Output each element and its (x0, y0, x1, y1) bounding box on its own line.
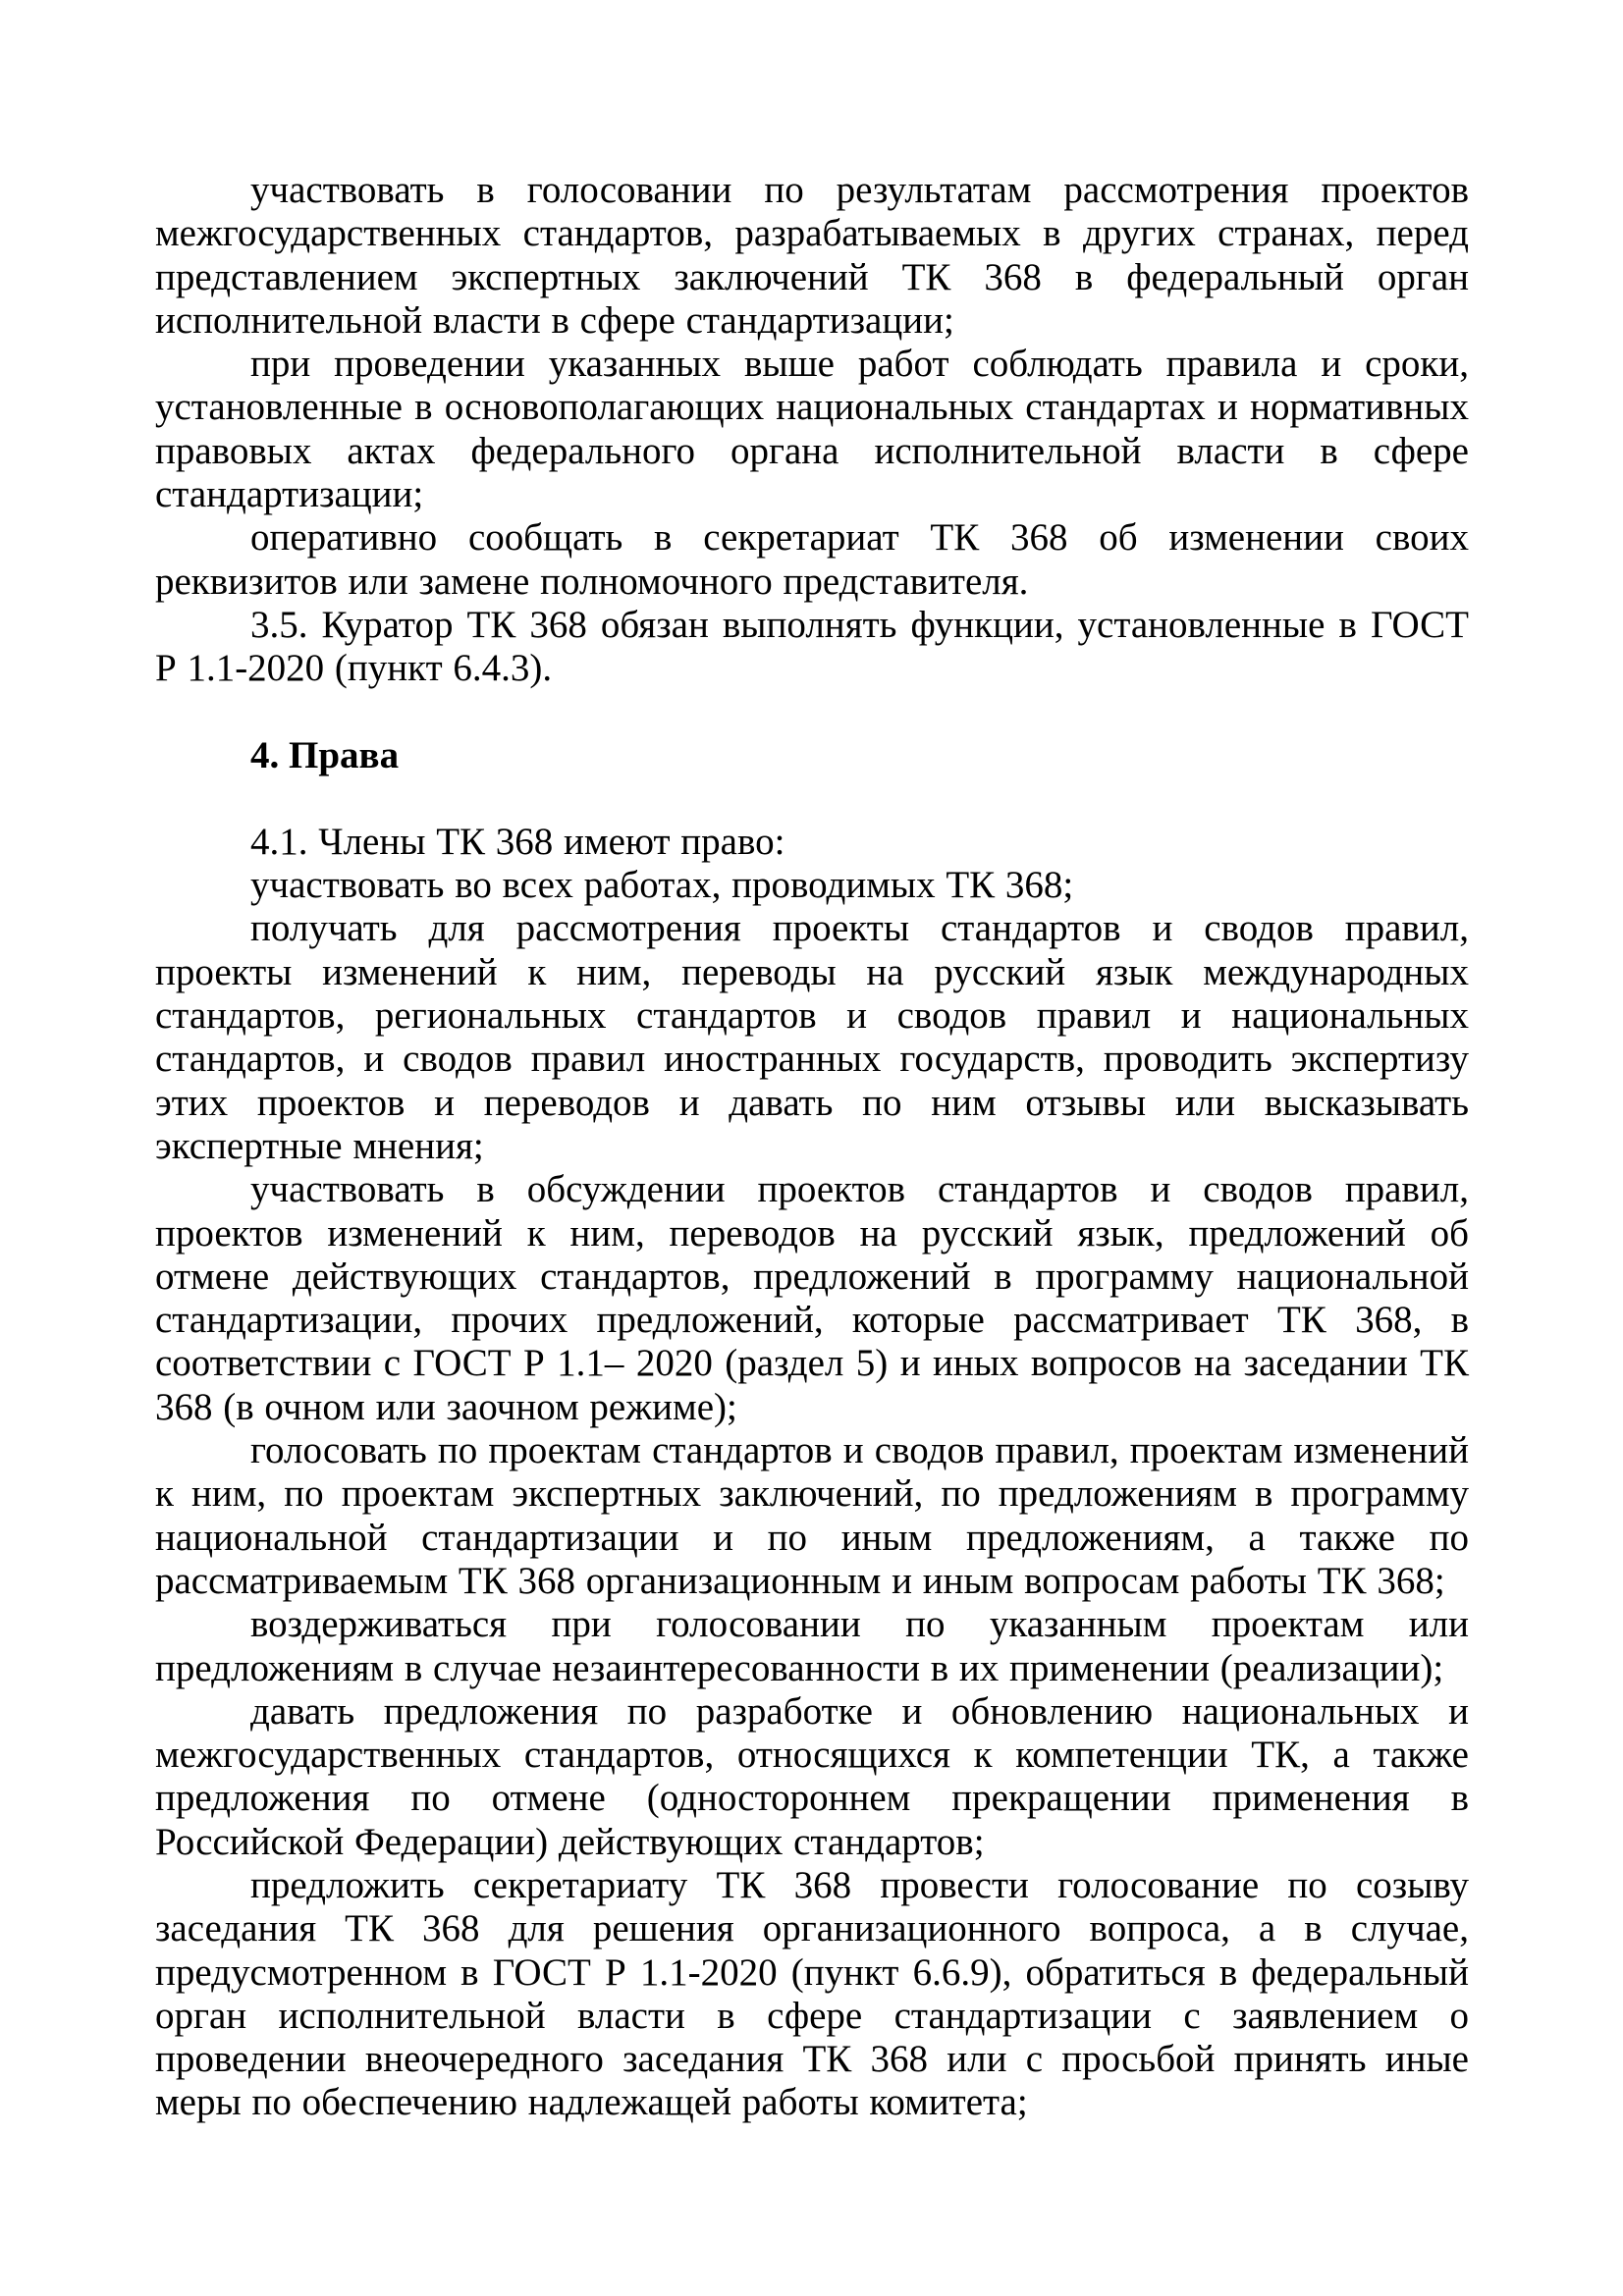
document-paragraph: участвовать во всех работах, проводимых ТК 368; (250, 864, 1074, 907)
document-paragraph: 4.1. Члены ТК 368 имеют право: (250, 820, 785, 863)
document-paragraph: давать предложения по разработке и обновлению национальных и межгосударственных стандартов, относящихся к компетенции ТК, а также предложения по отмене (одностороннем прекращении применения в Российской Федерации) действующих стандартов; (155, 1689, 1469, 1863)
document-body (155, 169, 1469, 2125)
document-paragraph: получать для рассмотрения проекты стандартов и сводов правил, проекты изменений к ним, переводы на русский язык международных стандартов, региональных стандартов и сводов правил и национальных стандартов, и сводов правил иностранных государств, проводить экспертизу этих проектов и переводов и давать по ним отзывы или высказывать экспертные мнения; (155, 907, 1469, 1167)
document-paragraph: участвовать в голосовании по результатам рассмотрения проектов межгосударственных стандартов, разрабатываемых в других странах, перед представлением экспертных заключений ТК 368 в федеральный орган исполнительной власти в сфере стандартизации; (155, 169, 1469, 342)
section-heading: 4. Права (250, 733, 400, 776)
document-paragraph: голосовать по проектам стандартов и сводов правил, проектам изменений к ним, по проектам экспертных заключений, по предложениям в программу национальной стандартизации и по иным предложениям, а также по рассматриваемым ТК 368 организационным и иным вопросам работы ТК 368; (155, 1429, 1469, 1602)
document-paragraph: 3.5. Куратор ТК 368 обязан выполнять функции, установленные в ГОСТ Р 1.1-2020 (пункт 6.4.3). (155, 603, 1469, 690)
document-paragraph: предложить секретариату ТК 368 провести голосование по созыву заседания ТК 368 для решения организационного вопроса, а в случае, предусмотренном в ГОСТ Р 1.1-2020 (пункт 6.6.9), обратиться в федеральный орган исполнительной власти в сфере стандартизации с заявлением о проведении внеочередного заседания ТК 368 или с просьбой принять иные меры по обеспечению надлежащей работы комитета; (155, 1863, 1469, 2124)
document-paragraph: воздерживаться при голосовании по указанным проектам или предложениям в случае незаинтересованности в их применении (реализации); (155, 1603, 1469, 1689)
document-paragraph: участвовать в обсуждении проектов стандартов и сводов правил, проектов изменений к ним, переводов на русский язык, предложений об отмене действующих стандартов, предложений в программу национальной стандартизации, прочих предложений, которые рассматривает ТК 368, в соответствии с ГОСТ Р 1.1– 2020 (раздел 5) и иных вопросов на заседании ТК 368 (в очном или заочном режиме); (155, 1168, 1469, 1428)
document-paragraph: оперативно сообщать в секретариат ТК 368 об изменении своих реквизитов или замене полномочного представителя. (155, 516, 1469, 603)
document-paragraph: при проведении указанных выше работ соблюдать правила и сроки, установленные в основополагающих национальных стандартах и нормативных правовых актах федерального органа исполнительной власти в сфере стандартизации; (155, 343, 1469, 516)
